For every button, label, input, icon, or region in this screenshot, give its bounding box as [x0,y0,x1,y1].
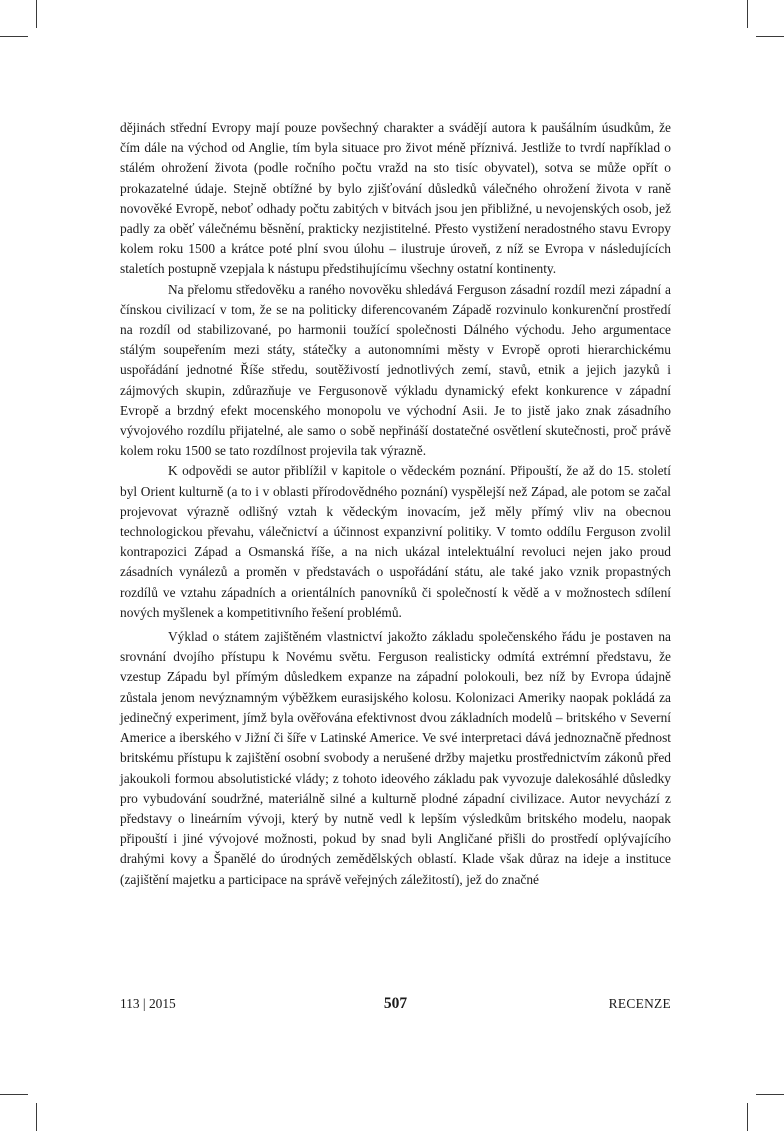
paragraph-science: K odpovědi se autor přiblížil v kapitole o vědeckém poznání. Připouští, že až do 15. století byl Orient kulturně (a to i v oblasti přírodovědného poznání) vyspělejší než Západ, ale potom se začal projevovat výrazně odlišný vztah k vědeckým inovacím, jež měly přímý vliv na obecnou technologickou převahu, válečnictví a účinnost expanzivní politiky. V tomto oddílu Ferguson zvolil kontrapozici Západ a Osmanská říše, a na nich ukázal intelektuální revoluci nejen jako proud zásadních vynálezů a proměn v představách o uspořádání státu, ale také jako vznik propastných rozdílů ve vztahu západních a orientálních panovníků či společností k vědě a v možnostech sdílení nových myšlenek a kompetitivního řešení problémů. [120,463,671,620]
issue-number: 113 | 2015 [120,996,176,1011]
crop-mark-left-upper [0,36,28,37]
paragraph-ferguson-china: Na přelomu středověku a raného novověku shledává Ferguson zásadní rozdíl mezi západní a čínskou civilizací v tom, že se na politicky diferencovaném Západě rozvinulo konkurenční prostředí na rozdíl od stabilizované, po harmonii toužící společnosti Dálného východu. Jeho argumentace stálým soupeřením mezi státy, státečky a autonomními městy v Evropě oproti hierarchickému uspořádání jednotné Říše středu, soutěživostí jednotlivých zemí, stavů, etnik a jejich jazyků i zájmových skupin, zdůrazňuje ve Fergusonově výkladu dynamický efekt konkurence v západní Evropě a brzdný efekt mocenského monopolu ve východní Asii. Je to jistě jako znak zásadního vývojového rozdílu přijatelné, ale samo o sobě nepřináší dostatečné osvětlení skutečnosti, proč právě kolem roku 1500 se tato rozdílnost projevila tak výrazně. [120,281,671,459]
section-label: RECENZE [608,996,671,1011]
page-number: 507 [383,995,408,1012]
paragraph-property: Výklad o státem zajištěném vlastnictví jakožto základu společenského řádu je postaven na srovnání dvojího přístupu k Novému světu. Ferguson realisticky odmítá extrémní představu, že vzestup Západu byl přímým důsledkem expanze na západní polokouli, bez níž by Evropa údajně zůstala jenom nevýznamným výběžkem eurasijského kolosu. Kolonizaci Ameriky naopak pokládá za jedinečný experiment, jímž byla ověřována efektivnost dvou základních modelů – britského v Severní Americe a iberského v Jižní či šíře v Latinské Americe. Ve své interpretaci dává jednoznačně přednost britskému přístupu k zajištění osobní svobody a nerušené držby majetku prostřednictvím zákonů před jakoukoli formou absolutistické vlády; z tohoto ideového základu pak vyvozuje dalekosáhlé důsledky pro vybudování soudržné, materiálně silné a kulturně plodné západní civilizace. Autor nevychází z představy o lineárním vývoji, který by nutně vedl k lepším výsledkům britského modelu, naopak připouští i jiné vývojové možnosti, pokud by snad byli Angličané přišli do prostředí oplývajícího drahými kovy a Španělé do úrodných zemědělských oblastí. Klade však důraz na ideje a instituce (zajištění majetku a participace na správě veřejných záležitostí), jež do značné [120,629,671,887]
crop-mark-top-left [36,0,37,28]
crop-mark-top-right [747,0,748,28]
crop-mark-left-lower [0,1094,28,1095]
review-body [120,118,671,890]
crop-mark-right-lower [756,1094,784,1095]
page-footer [120,996,671,1018]
crop-mark-right-upper [756,36,784,37]
paragraph-continued: dějinách střední Evropy mají pouze povšechný charakter a svádějí autora k paušálním úsudkům, že čím dále na východ od Anglie, tím byla situace pro život méně příznivá. Jestliže to tvrdí například o stálém ohrožení života (podle ročního počtu vražd na sto tisíc obyvatel), sotva se může opřít o prokazatelné údaje. Stejně obtížné by bylo zjišťování důsledků válečného ohrožení života v raně novověké Evropě, neboť odhady počtu zabitých v bitvách jsou jen přibližné, u nevojenských osob, jež padly za oběť válečnému běsnění, prakticky nezjistitelné. Přesto vystižení neradostného stavu Evropy kolem roku 1500 a krátce poté plní svou úlohu – ilustruje úroveň, z níž se Evropa v následujících staletích postupně vzepjala k nástupu předstihujícímu všechny ostatní kontinenty. [120,120,671,277]
crop-mark-bottom-right [747,1103,748,1131]
crop-mark-bottom-left [36,1103,37,1131]
